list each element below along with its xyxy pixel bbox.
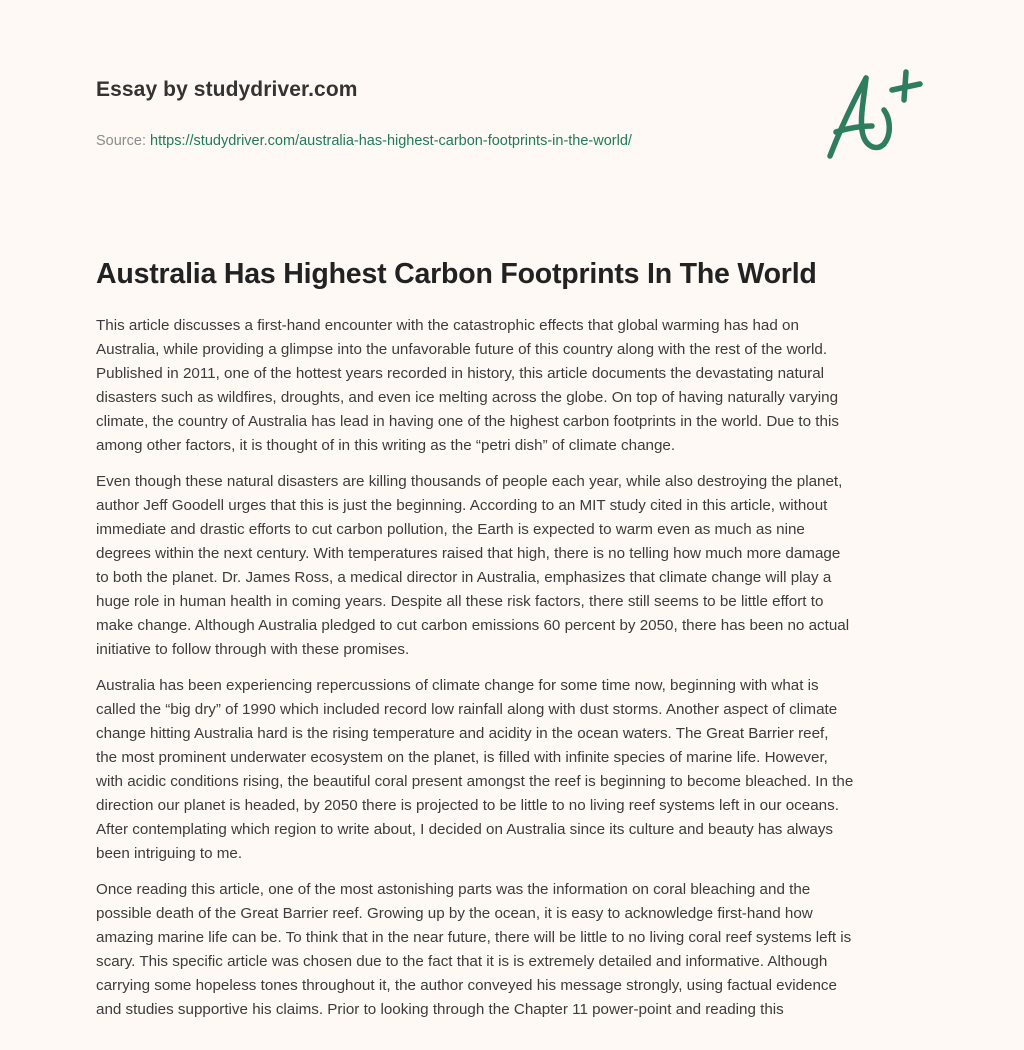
text-line: degrees within the next century. With temperatures raised that high, there is no telling how much more damage bbox=[96, 545, 841, 562]
text-line: This article discusses a first-hand encounter with the catastrophic effects that global warming has had on bbox=[96, 317, 799, 334]
essay-title: Australia Has Highest Carbon Footprints In The World bbox=[96, 258, 817, 290]
essay-body bbox=[96, 314, 936, 1034]
text-line: scary. This specific article was chosen due to the fact that it is is extremely detailed and informative. Although bbox=[96, 953, 828, 970]
text-line: Even though these natural disasters are killing thousands of people each year, while also destroying the planet, bbox=[96, 473, 843, 490]
text-line: huge role in human health in coming years. Despite all these risk factors, there still seems to be little effort to bbox=[96, 593, 824, 610]
text-line: been intriguing to me. bbox=[96, 845, 243, 862]
text-line: the most prominent underwater ecosystem on the planet, is filled with infinite species of marine life. However, bbox=[96, 749, 828, 766]
text-line: among other factors, it is thought of in this writing as the “petri dish” of climate change. bbox=[96, 437, 676, 454]
page-header bbox=[96, 76, 796, 151]
text-line: Once reading this article, one of the most astonishing parts was the information on coral bleaching and the bbox=[96, 881, 811, 898]
text-line: possible death of the Great Barrier reef. Growing up by the ocean, it is easy to acknowledge first-hand how bbox=[96, 905, 813, 922]
site-title: Essay by studydriver.com bbox=[96, 78, 358, 101]
text-line: called the “big dry” of 1990 which included record low rainfall along with dust storms. Another aspect of climate bbox=[96, 701, 838, 718]
text-line: with acidic conditions rising, the beautiful coral present amongst the reef is beginning to become bleached. In the bbox=[96, 773, 854, 790]
text-line: and studies supportive his claims. Prior to looking through the Chapter 11 power-point and reading this bbox=[96, 1001, 784, 1018]
source-line bbox=[96, 131, 796, 151]
text-line: Australia, while providing a glimpse into the unfavorable future of this country along with the rest of the world. bbox=[96, 341, 828, 358]
text-line: direction our planet is headed, by 2050 there is projected to be little to no living reef systems left in our oceans. bbox=[96, 797, 839, 814]
text-line: carrying some hopeless tones throughout it, the author conveyed his message strongly, using factual evidence bbox=[96, 977, 837, 994]
source-link[interactable]: https://studydriver.com/australia-has-highest-carbon-footprints-in-the-world/ bbox=[150, 133, 632, 149]
text-line: disasters such as wildfires, droughts, and even ice melting across the globe. On top of having naturally varying bbox=[96, 389, 839, 406]
text-line: Australia has been experiencing repercussions of climate change for some time now, beginning with what is bbox=[96, 677, 819, 694]
text-line: Published in 2011, one of the hottest years recorded in history, this article documents the devastating natural bbox=[96, 365, 825, 382]
text-line: After contemplating which region to write about, I decided on Australia since its culture and beauty has always bbox=[96, 821, 834, 838]
essay-paragraph bbox=[96, 470, 936, 662]
essay-paragraph bbox=[96, 878, 936, 1022]
a-plus-grade-icon bbox=[822, 68, 928, 164]
source-label: Source: bbox=[96, 133, 146, 149]
text-line: author Jeff Goodell urges that this is just the beginning. According to an MIT study cited in this article, without bbox=[96, 497, 828, 514]
text-line: amazing marine life can be. To think that in the near future, there will be little to no living coral reef systems left is bbox=[96, 929, 852, 946]
text-line: initiative to follow through with these promises. bbox=[96, 641, 410, 658]
text-line: make change. Although Australia pledged to cut carbon emissions 60 percent by 2050, there has been no actual bbox=[96, 617, 850, 634]
text-line: climate, the country of Australia has lead in having one of the highest carbon footprints in the world. Due to this bbox=[96, 413, 839, 430]
essay-paragraph bbox=[96, 314, 936, 458]
essay-paragraph bbox=[96, 674, 936, 866]
text-line: change hitting Australia hard is the rising temperature and acidity in the ocean waters. The Great Barrier reef, bbox=[96, 725, 829, 742]
text-line: immediate and drastic efforts to cut carbon pollution, the Earth is expected to warm even as much as nine bbox=[96, 521, 805, 538]
text-line: to both the planet. Dr. James Ross, a medical director in Australia, emphasizes that climate change will play a bbox=[96, 569, 832, 586]
